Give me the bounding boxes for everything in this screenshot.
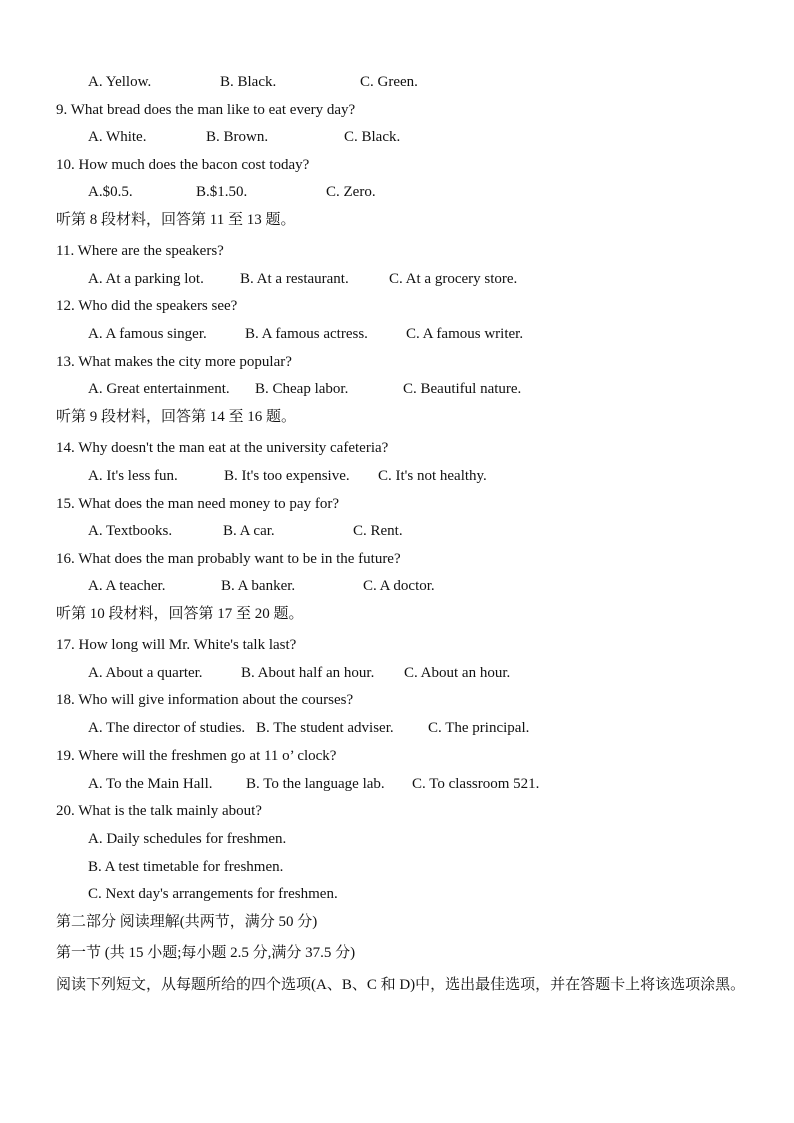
option-a: A. At a parking lot. (88, 271, 204, 287)
option-a: A. Textbooks. (88, 523, 173, 539)
option-b: B. A car. (223, 523, 275, 539)
option-b: B. Brown. (206, 129, 269, 145)
question-10: 10. How much does the bacon cost today? (56, 157, 310, 173)
option-c: C. About an hour. (404, 665, 511, 681)
q20-option-c: C. Next day's arrangements for freshmen. (88, 886, 338, 902)
part-2-section-1: 第一节 (共 15 小题;每小题 2.5 分,满分 37.5 分) (56, 945, 356, 961)
option-a: A. About a quarter. (88, 665, 203, 681)
q20-option-b: B. A test timetable for freshmen. (88, 859, 284, 875)
option-b: B.$1.50. (196, 184, 248, 200)
option-b: B. A famous actress. (245, 326, 368, 342)
option-b: B. At a restaurant. (240, 271, 349, 287)
part-2-instructions: 阅读下列短文，从每题所给的四个选项(A、B、C 和 D)中，选出最佳选项，并在答题卡上将该选项涂黑。 (56, 977, 746, 993)
option-c: C. To classroom 521. (412, 776, 540, 792)
option-b: B. About half an hour. (241, 665, 375, 681)
option-c: C. Green. (360, 74, 418, 90)
section-10-heading: 听第 10 段材料，回答第 17 至 20 题。 (56, 606, 304, 622)
section-8-heading: 听第 8 段材料，回答第 11 至 13 题。 (56, 212, 296, 228)
question-11: 11. Where are the speakers? (56, 243, 224, 259)
option-b: B. It's too expensive. (224, 468, 350, 484)
option-b: B. The student adviser. (256, 720, 394, 736)
option-c: C. At a grocery store. (389, 271, 518, 287)
question-12: 12. Who did the speakers see? (56, 298, 238, 314)
option-b: B. Black. (220, 74, 277, 90)
option-c: C. It's not healthy. (378, 468, 487, 484)
part-2-title: 第二部分 阅读理解(共两节，满分 50 分) (56, 914, 318, 930)
question-14: 14. Why doesn't the man eat at the university cafeteria? (56, 440, 389, 456)
question-16: 16. What does the man probably want to be in the future? (56, 551, 401, 567)
option-c: C. The principal. (428, 720, 530, 736)
option-b: B. Cheap labor. (255, 381, 349, 397)
option-c: C. Zero. (326, 184, 376, 200)
question-17: 17. How long will Mr. White's talk last? (56, 637, 297, 653)
option-a: A. White. (88, 129, 147, 145)
option-c: C. Black. (344, 129, 401, 145)
option-a: A. A teacher. (88, 578, 166, 594)
option-a: A. A famous singer. (88, 326, 207, 342)
option-a: A.$0.5. (88, 184, 133, 200)
option-c: C. A famous writer. (406, 326, 524, 342)
question-20: 20. What is the talk mainly about? (56, 803, 262, 819)
question-19: 19. Where will the freshmen go at 11 o’ clock? (56, 748, 337, 764)
question-18: 18. Who will give information about the courses? (56, 692, 354, 708)
question-9: 9. What bread does the man like to eat every day? (56, 102, 356, 118)
option-c: C. Rent. (353, 523, 403, 539)
option-c: C. Beautiful nature. (403, 381, 522, 397)
option-c: C. A doctor. (363, 578, 435, 594)
option-a: A. To the Main Hall. (88, 776, 213, 792)
option-b: B. A banker. (221, 578, 296, 594)
q20-option-a: A. Daily schedules for freshmen. (88, 831, 287, 847)
option-b: B. To the language lab. (246, 776, 385, 792)
option-a: A. Yellow. (88, 74, 152, 90)
question-15: 15. What does the man need money to pay for? (56, 496, 339, 512)
option-a: A. It's less fun. (88, 468, 178, 484)
option-a: A. The director of studies. (88, 720, 246, 736)
section-9-heading: 听第 9 段材料，回答第 14 至 16 题。 (56, 409, 297, 425)
option-a: A. Great entertainment. (88, 381, 230, 397)
question-13: 13. What makes the city more popular? (56, 354, 292, 370)
